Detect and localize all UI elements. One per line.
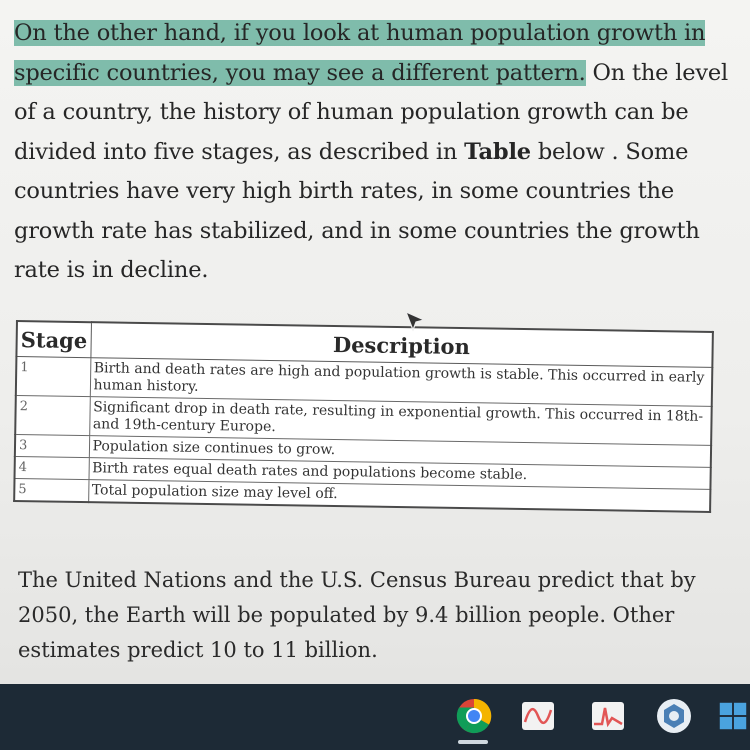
line-chart-app-icon[interactable]: [520, 698, 556, 734]
stage-description: Total population size may level off.: [88, 480, 710, 512]
stage-number: 1: [16, 357, 91, 397]
header-stage: Stage: [16, 321, 91, 358]
settings-hexagon-icon[interactable]: [656, 698, 692, 734]
intro-paragraph: [14, 14, 742, 291]
stage-description: Birth and death rates are high and population growth is stable. This occurred in early human history.: [90, 358, 713, 407]
paragraph-text-1: On the level of a country, the history of human population growth can be divided into five stages, as described in: [14, 59, 728, 165]
chrome-icon[interactable]: [456, 698, 492, 734]
mouse-cursor-icon: [404, 310, 426, 332]
stage-description: Population size continues to grow.: [89, 436, 711, 468]
prediction-paragraph: The United Nations and the U.S. Census Bureau predict that by 2050, the Earth will be populated by 9.4 billion people. Other estimates predict 10 to 11 billion.: [18, 568, 696, 662]
stage-number: 2: [15, 396, 90, 436]
table-reference: Table: [464, 138, 531, 165]
active-app-indicator: [458, 740, 488, 744]
stages-table-container: [13, 320, 716, 513]
stage-number: 3: [15, 435, 89, 458]
header-description: Description: [90, 322, 712, 367]
stage-description: Significant drop in death rate, resulting in exponential growth. This occurred in 18th- and 19th-century Europe.: [89, 397, 712, 446]
population-stages-table: [13, 320, 714, 513]
stage-description: Birth rates equal death rates and populations become stable.: [89, 458, 711, 490]
paragraph-text-2: below . Some countries have very high birth rates, in some countries the growth rate has stabilized, and in some countries the growth rate is in decline.: [14, 138, 700, 283]
pulse-chart-app-icon[interactable]: [590, 698, 626, 734]
windows-icon[interactable]: [716, 698, 750, 734]
taskbar: [0, 684, 750, 750]
stage-number: 5: [14, 478, 88, 502]
highlighted-sentence[interactable]: On the other hand, if you look at human population growth in specific countries, you may see a different pattern.: [14, 20, 706, 86]
stage-number: 4: [15, 456, 89, 479]
